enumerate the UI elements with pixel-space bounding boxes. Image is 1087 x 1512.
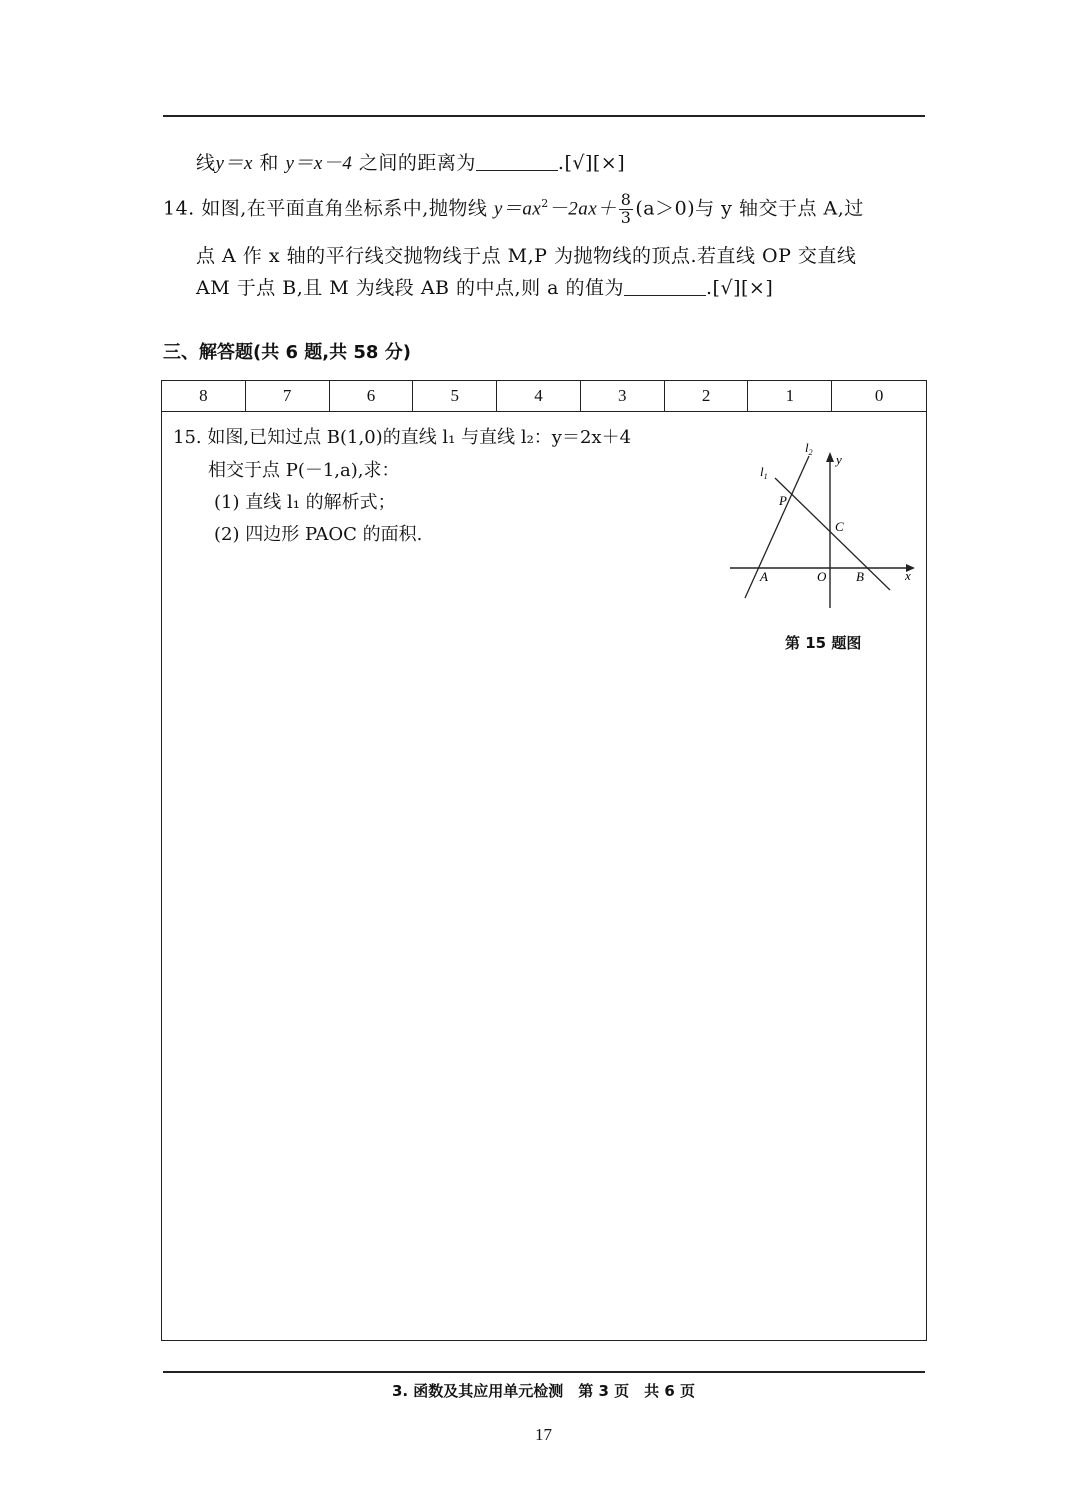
- score-cell[interactable]: 2: [665, 381, 749, 411]
- q14-number: 14.: [163, 197, 195, 220]
- q14-eq: y＝ax: [493, 198, 542, 220]
- label-C: C: [835, 519, 844, 534]
- score-cell[interactable]: 6: [330, 381, 414, 411]
- score-row: [162, 381, 926, 412]
- score-cell[interactable]: 4: [497, 381, 581, 411]
- label-B: B: [856, 569, 864, 584]
- label-y: y: [836, 452, 842, 467]
- q14-line-1: [163, 192, 864, 227]
- bottom-rule: [163, 1371, 925, 1373]
- q14-check-marks[interactable]: .[√][×]: [706, 277, 774, 299]
- label-P: P: [779, 493, 787, 508]
- q14-text-line2: 点 A 作 x 轴的平行线交抛物线于点 M,P 为抛物线的顶点.若直线 OP 交直线: [196, 245, 857, 267]
- q14-frac-num: 8: [620, 190, 632, 209]
- score-cell[interactable]: 5: [413, 381, 497, 411]
- label-A: A: [760, 569, 768, 584]
- label-l1: $l_1$: [760, 464, 768, 481]
- q14-line-2: [196, 241, 856, 268]
- q14-text-a: 如图,在平面直角坐标系中,抛物线: [194, 197, 494, 220]
- label-l2: $l_2$: [805, 440, 813, 457]
- score-cell[interactable]: 8: [162, 381, 246, 411]
- q13-eq1: y＝x: [215, 153, 253, 174]
- q13-mid: 和: [252, 152, 286, 174]
- page-footer: 3. 函数及其应用单元检测 第 3 页 共 6 页: [391, 1382, 696, 1400]
- q14-line-3: [196, 273, 773, 300]
- line-l2: [745, 456, 809, 598]
- q14-text-line3: AM 于点 B,且 M 为线段 AB 的中点,则 a 的值为: [196, 277, 625, 299]
- score-cell[interactable]: 0: [874, 386, 884, 405]
- q14-eq-2: －2ax＋: [548, 198, 617, 220]
- q13-prefix: 线: [196, 152, 216, 174]
- q13-suffix: 之间的距离为: [352, 152, 476, 174]
- figure-caption: 第 15 题图: [785, 634, 862, 652]
- y-axis-arrow-icon: [826, 452, 834, 462]
- label-O: O: [817, 569, 827, 584]
- q15-part-1: (1) 直线 l₁ 的解析式；: [214, 492, 396, 513]
- q14-answer-blank[interactable]: [624, 279, 706, 296]
- q15-line-1: 15. 如图,已知过点 B(1,0)的直线 l₁ 与直线 l₂：y＝2x＋4: [173, 427, 632, 448]
- q14-frac-den: 3: [620, 207, 632, 227]
- score-cell[interactable]: 3: [581, 381, 665, 411]
- line-l1: [775, 478, 890, 590]
- q13-eq2: y＝x－4: [285, 153, 353, 174]
- q14-text-b: 与 y 轴交于点 A,过: [695, 197, 864, 220]
- q15-line-2: 相交于点 P(－1,a),求：: [208, 460, 400, 481]
- section-title: 三、解答题(共 6 题,共 58 分): [163, 342, 411, 363]
- q14-condition: (a＞0): [635, 197, 696, 220]
- label-x: x: [905, 568, 911, 583]
- q14-exponent: 2: [541, 196, 549, 210]
- q14-fraction: [619, 192, 634, 227]
- q15-part-2: (2) 四边形 PAOC 的面积.: [214, 524, 423, 545]
- q13-check-marks[interactable]: .[√][×]: [557, 152, 626, 174]
- q13-tail-line: [196, 148, 625, 175]
- q15-figure: [725, 438, 925, 608]
- top-rule: [163, 115, 925, 117]
- page-number: 17: [535, 1425, 552, 1444]
- q13-answer-blank[interactable]: [476, 154, 558, 171]
- score-cell[interactable]: 1: [748, 381, 832, 411]
- score-cell[interactable]: 7: [246, 381, 330, 411]
